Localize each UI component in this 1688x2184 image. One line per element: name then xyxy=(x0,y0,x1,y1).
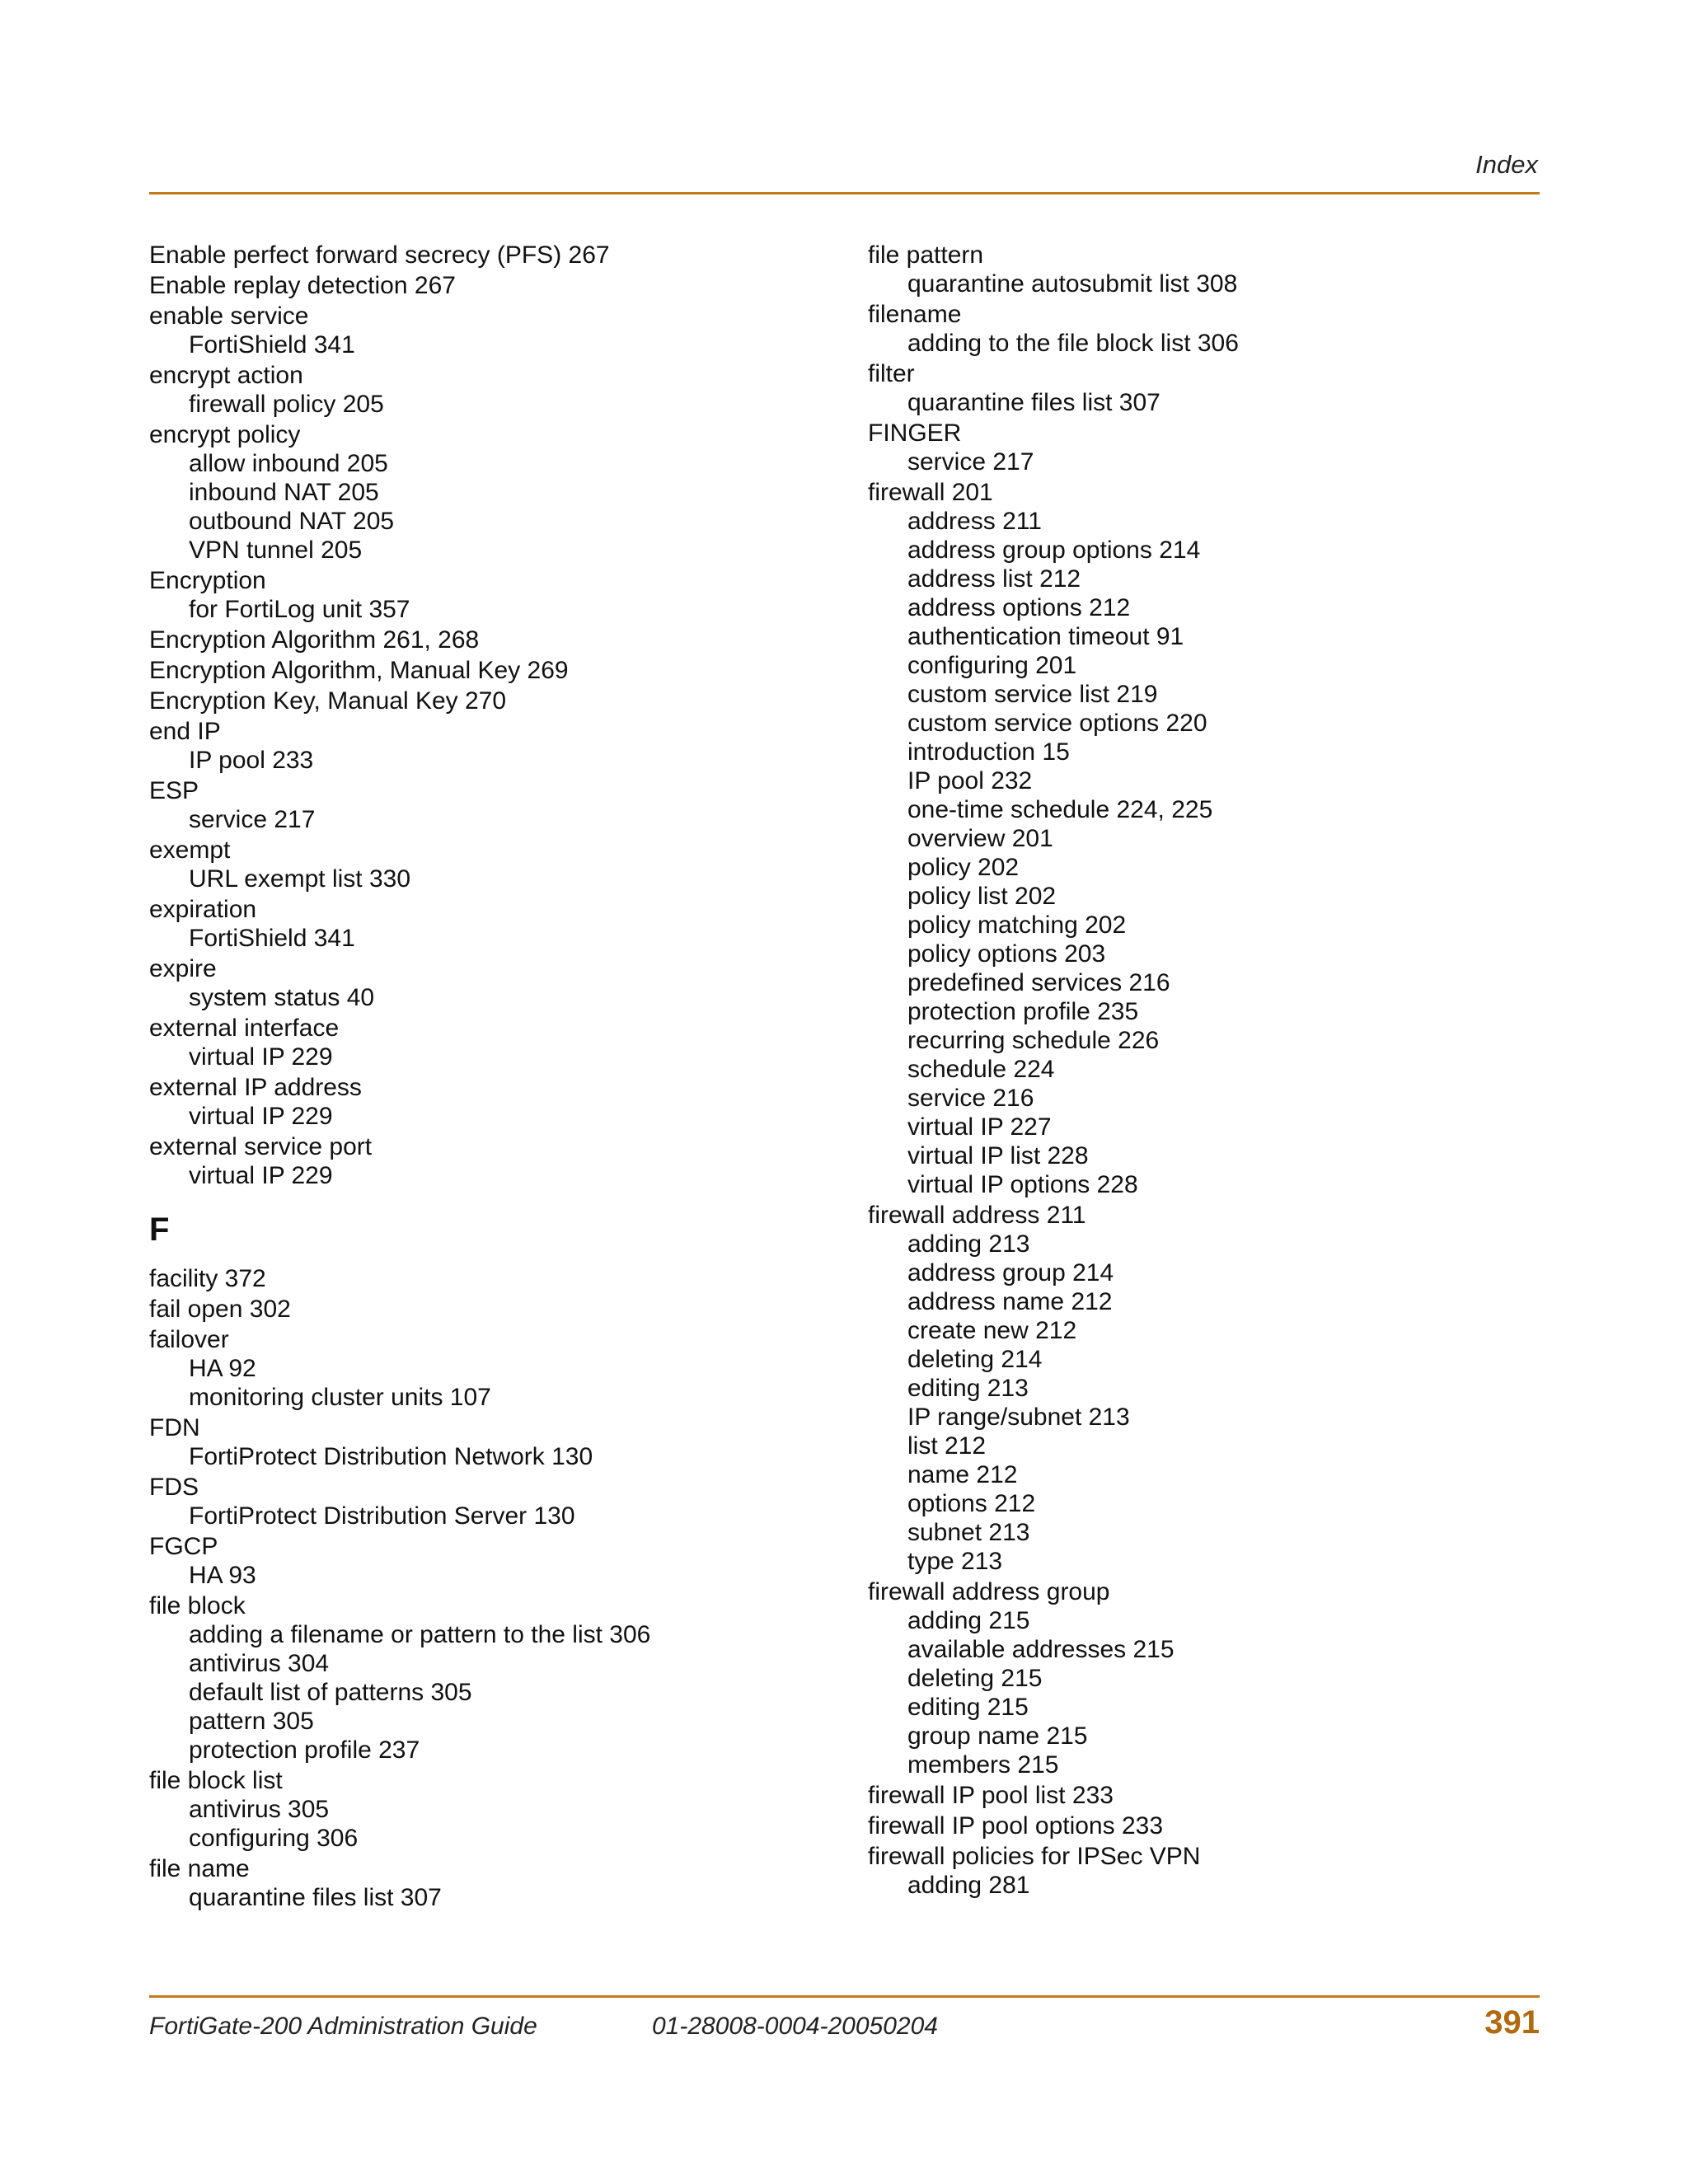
index-subterm: policy options 203 xyxy=(907,940,1106,968)
index-term: filter xyxy=(868,360,915,387)
index-entry xyxy=(149,1014,842,1071)
index-entry xyxy=(149,566,842,624)
index-subterm: predefined services 216 xyxy=(907,969,1170,996)
index-term: FDN xyxy=(149,1414,200,1441)
index-subterm: custom service list 219 xyxy=(907,681,1158,708)
index-term: ESP xyxy=(149,777,199,804)
index-entry xyxy=(149,687,842,715)
index-subterm: introduction 15 xyxy=(907,738,1070,766)
index-subterm: outbound NAT 205 xyxy=(189,508,395,535)
index-subterm: address name 212 xyxy=(907,1288,1113,1315)
index-entry xyxy=(868,1577,1540,1779)
index-entry xyxy=(149,1591,842,1765)
index-entry xyxy=(149,241,842,269)
index-subterm: FortiShield 341 xyxy=(189,331,355,359)
index-entry xyxy=(868,1842,1540,1900)
index-entry xyxy=(149,1132,842,1190)
index-entry xyxy=(149,302,842,359)
index-term: Encryption xyxy=(149,567,266,594)
index-subterm: FortiProtect Distribution Network 130 xyxy=(189,1443,593,1470)
index-term: file block list xyxy=(149,1767,283,1794)
index-term: firewall IP pool options 233 xyxy=(868,1812,1164,1840)
index-subterm: create new 212 xyxy=(907,1317,1077,1344)
index-subterm: options 212 xyxy=(907,1490,1036,1517)
index-subterm: policy list 202 xyxy=(907,883,1057,910)
index-subterm: IP pool 233 xyxy=(189,747,314,774)
index-term: FGCP xyxy=(149,1533,218,1560)
index-entry xyxy=(149,954,842,1012)
index-subterm: authentication timeout 91 xyxy=(907,623,1184,650)
index-term: Encryption Key, Manual Key 270 xyxy=(149,687,507,715)
index-subterm: address options 212 xyxy=(907,594,1131,621)
index-entry xyxy=(149,1325,842,1412)
index-subterm: adding 215 xyxy=(907,1607,1030,1634)
index-subterm: group name 215 xyxy=(907,1722,1088,1750)
index-term: encrypt policy xyxy=(149,421,301,448)
index-subterm: address group options 214 xyxy=(907,537,1201,564)
index-term: file name xyxy=(149,1855,250,1882)
index-entry xyxy=(868,1201,1540,1576)
index-subterm: name 212 xyxy=(907,1461,1018,1488)
index-subterm: available addresses 215 xyxy=(907,1636,1175,1663)
index-subterm: custom service options 220 xyxy=(907,710,1207,737)
index-subterm: virtual IP options 228 xyxy=(907,1171,1138,1198)
index-entry xyxy=(149,1295,842,1324)
index-subterm: editing 213 xyxy=(907,1375,1029,1402)
index-entry xyxy=(149,1854,842,1912)
index-entry xyxy=(868,241,1540,298)
index-subterm: members 215 xyxy=(907,1751,1059,1779)
index-subterm: subnet 213 xyxy=(907,1519,1030,1546)
index-subterm: virtual IP 229 xyxy=(189,1043,333,1071)
index-subterm: adding to the file block list 306 xyxy=(907,330,1239,357)
section-letter: F xyxy=(149,1212,170,1248)
index-term: Enable perfect forward secrecy (PFS) 267 xyxy=(149,241,610,269)
index-term: file pattern xyxy=(868,241,984,269)
index-subterm: recurring schedule 226 xyxy=(907,1027,1160,1054)
header-rule xyxy=(149,192,1540,194)
index-subterm: deleting 215 xyxy=(907,1665,1043,1692)
index-subterm: default list of patterns 305 xyxy=(189,1679,472,1706)
index-subterm: list 212 xyxy=(907,1432,987,1460)
index-entry xyxy=(868,1781,1540,1810)
index-subterm: deleting 214 xyxy=(907,1346,1043,1373)
index-term: enable service xyxy=(149,302,309,330)
index-term: external IP address xyxy=(149,1074,362,1101)
index-entry xyxy=(149,1264,842,1293)
index-column-left xyxy=(149,241,842,1914)
index-entry xyxy=(868,419,1540,476)
index-subterm: adding 281 xyxy=(907,1872,1030,1899)
index-subterm: FortiProtect Distribution Server 130 xyxy=(189,1502,575,1530)
index-term: Enable replay detection 267 xyxy=(149,272,456,299)
index-subterm: adding a filename or pattern to the list 306 xyxy=(189,1621,651,1648)
index-subterm: editing 215 xyxy=(907,1694,1029,1721)
index-term: facility 372 xyxy=(149,1265,266,1292)
index-entry xyxy=(149,656,842,685)
index-subterm: protection profile 237 xyxy=(189,1736,420,1764)
index-term: firewall address 211 xyxy=(868,1202,1086,1229)
footer-doc-number: 01-28008-0004-20050204 xyxy=(652,2013,938,2040)
index-subterm: IP pool 232 xyxy=(907,767,1033,794)
index-subterm: type 213 xyxy=(907,1548,1003,1575)
page-number: 391 xyxy=(1484,2004,1540,2041)
index-entry xyxy=(149,271,842,300)
index-subterm: policy matching 202 xyxy=(907,912,1127,939)
index-subterm: monitoring cluster units 107 xyxy=(189,1384,491,1411)
index-subterm: virtual IP 227 xyxy=(907,1113,1052,1141)
index-subterm: virtual IP list 228 xyxy=(907,1142,1089,1169)
index-term: encrypt action xyxy=(149,362,303,389)
index-entry xyxy=(149,1473,842,1530)
index-entry xyxy=(149,361,842,419)
index-term: firewall policies for IPSec VPN xyxy=(868,1843,1201,1870)
index-subterm: schedule 224 xyxy=(907,1056,1055,1083)
index-term: end IP xyxy=(149,718,221,745)
index-subterm: URL exempt list 330 xyxy=(189,865,411,893)
index-term: failover xyxy=(149,1326,229,1353)
index-subterm: address group 214 xyxy=(907,1259,1114,1286)
index-term: external service port xyxy=(149,1133,373,1160)
index-subterm: adding 213 xyxy=(907,1230,1030,1258)
index-subterm: FortiShield 341 xyxy=(189,925,355,952)
index-term: fail open 302 xyxy=(149,1296,291,1323)
index-subterm: inbound NAT 205 xyxy=(189,479,379,506)
footer-rule xyxy=(149,1995,1540,1998)
index-subterm: address 211 xyxy=(907,508,1042,535)
index-subterm: HA 93 xyxy=(189,1562,256,1589)
index-entry xyxy=(149,776,842,834)
index-subterm: allow inbound 205 xyxy=(189,450,388,477)
index-subterm: service 217 xyxy=(189,806,316,833)
index-entry xyxy=(868,300,1540,358)
index-subterm: overview 201 xyxy=(907,825,1053,852)
index-subterm: one-time schedule 224, 225 xyxy=(907,796,1213,823)
index-subterm: antivirus 304 xyxy=(189,1650,330,1677)
index-subterm: for FortiLog unit 357 xyxy=(189,596,410,623)
index-entry xyxy=(149,1413,842,1471)
index-subterm: virtual IP 229 xyxy=(189,1103,333,1130)
index-subterm: address list 212 xyxy=(907,565,1081,593)
index-term: exempt xyxy=(149,837,231,864)
index-subterm: configuring 201 xyxy=(907,652,1077,679)
index-entry xyxy=(149,717,842,775)
left-group2 xyxy=(149,1264,842,1912)
index-entry xyxy=(868,359,1540,417)
index-entry xyxy=(868,478,1540,1199)
index-subterm: service 216 xyxy=(907,1085,1034,1112)
index-term: file block xyxy=(149,1592,246,1619)
index-subterm: pattern 305 xyxy=(189,1708,314,1735)
index-term: FDS xyxy=(149,1474,199,1501)
index-subterm: policy 202 xyxy=(907,854,1020,881)
index-entry xyxy=(868,1811,1540,1840)
index-subterm: protection profile 235 xyxy=(907,998,1139,1025)
index-term: filename xyxy=(868,301,962,328)
index-entry xyxy=(149,1532,842,1590)
index-term: firewall IP pool list 233 xyxy=(868,1782,1114,1809)
index-subterm: quarantine autosubmit list 308 xyxy=(907,270,1238,298)
header-section-label: Index xyxy=(1475,150,1538,179)
index-column-right xyxy=(868,241,1540,1901)
index-term: expiration xyxy=(149,896,257,923)
index-term: firewall 201 xyxy=(868,479,993,506)
index-term: Encryption Algorithm 261, 268 xyxy=(149,626,480,654)
index-subterm: firewall policy 205 xyxy=(189,391,384,418)
index-term: firewall address group xyxy=(868,1578,1110,1605)
index-term: external interface xyxy=(149,1015,340,1042)
index-entry xyxy=(149,1766,842,1853)
index-subterm: IP range/subnet 213 xyxy=(907,1404,1130,1431)
index-entry xyxy=(149,1073,842,1131)
index-subterm: quarantine files list 307 xyxy=(907,389,1160,416)
index-subterm: VPN tunnel 205 xyxy=(189,537,363,564)
footer-guide-title: FortiGate-200 Administration Guide xyxy=(149,2013,537,2040)
index-subterm: quarantine files list 307 xyxy=(189,1884,442,1911)
index-entry xyxy=(149,420,842,565)
index-term: Encryption Algorithm, Manual Key 269 xyxy=(149,657,569,684)
index-subterm: configuring 306 xyxy=(189,1825,359,1852)
index-subterm: system status 40 xyxy=(189,984,375,1011)
index-term: FINGER xyxy=(868,419,962,447)
index-entry xyxy=(149,895,842,953)
index-entry xyxy=(149,626,842,654)
index-subterm: HA 92 xyxy=(189,1355,256,1382)
left-group1 xyxy=(149,241,842,1190)
index-term: expire xyxy=(149,955,217,982)
index-entry xyxy=(149,836,842,893)
index-subterm: service 217 xyxy=(907,448,1034,476)
index-subterm: virtual IP 229 xyxy=(189,1162,333,1189)
index-subterm: antivirus 305 xyxy=(189,1796,330,1823)
